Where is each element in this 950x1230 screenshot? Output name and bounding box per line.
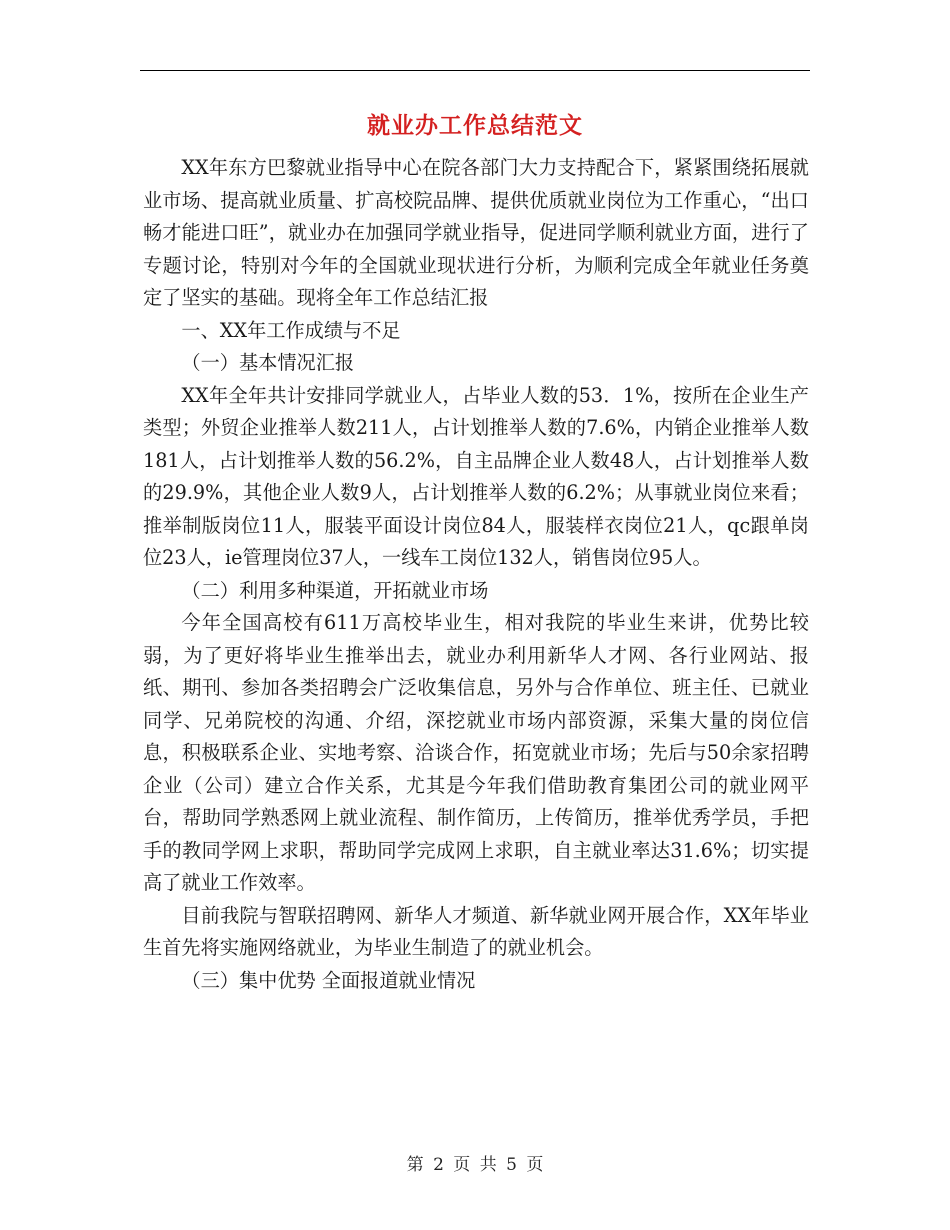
subsection-heading-2: （二）利用多种渠道，开拓就业市场 bbox=[181, 578, 489, 602]
paragraph-intro: XX年东方巴黎就业指导中心在院各部门大力支持配合下，紧紧围绕拓展就业市场、提高就业质量、扩高校院品牌、提供优质就业岗位为工作重心，“出口畅才能进口旺”，就业办在加强同学就业指导，促进同学顺利就业方面，进行了专题讨论，特别对今年的全国就业现状进行分析，为顺利完成全年就业任务奠定了坚实的基础。现将全年工作总结汇报 bbox=[143, 156, 809, 309]
subsection-heading-1: （一）基本情况汇报 bbox=[181, 351, 355, 374]
header-rule bbox=[140, 70, 810, 71]
document-title: 就业办工作总结范文 bbox=[367, 112, 583, 139]
paragraph-statistics: XX年全年共计安排同学就业人，占毕业人数的53．1%，按所在企业生产类型；外贸企业推举人数211人，占计划推举人数的7.6%，内销企业推举人数181人，占计划推举人数的56.2%，自主品牌企业人数48人，占计划推举人数的29.9%，其他企业人数9人，占计划推举人数的6.2%；从事就业岗位来看；推举制版岗位11人，服装平面设计岗位84人，服装样衣岗位21人，qc跟单岗位23人，ie管理岗位37人，一线车工岗位132人，销售岗位95人。 bbox=[143, 383, 809, 569]
page-footer: 第 2 页 共 5 页 bbox=[406, 1155, 544, 1175]
paragraph-channels: 今年全国高校有611万高校毕业生，相对我院的毕业生来讲，优势比较弱，为了更好将毕业生推举出去，就业办利用新华人才网、各行业网站、报纸、期刊、参加各类招聘会广泛收集信息，另外与合作单位、班主任、已就业同学、兄弟院校的沟通、介绍，深挖就业市场内部资源，采集大量的岗位信息，积极联系企业、实地考察、洽谈合作，拓宽就业市场；先后与50余家招聘企业（公司）建立合作关系，尤其是今年我们借助教育集团公司的就业网平台，帮助同学熟悉网上就业流程、制作简历，上传简历，推举优秀学员，手把手的教同学网上求职，帮助同学完成网上求职，自主就业率达31.6%；切实提高了就业工作效率。 bbox=[143, 611, 809, 894]
subsection-heading-3: （三）集中优势 全面报道就业情况 bbox=[181, 968, 476, 992]
paragraph-cooperation: 目前我院与智联招聘网、新华人才频道、新华就业网开展合作，XX年毕业生首先将实施网络就业，为毕业生制造了的就业机会。 bbox=[143, 903, 809, 959]
section-heading-1: 一、XX年工作成绩与不足 bbox=[181, 318, 401, 342]
document-body bbox=[143, 152, 809, 997]
